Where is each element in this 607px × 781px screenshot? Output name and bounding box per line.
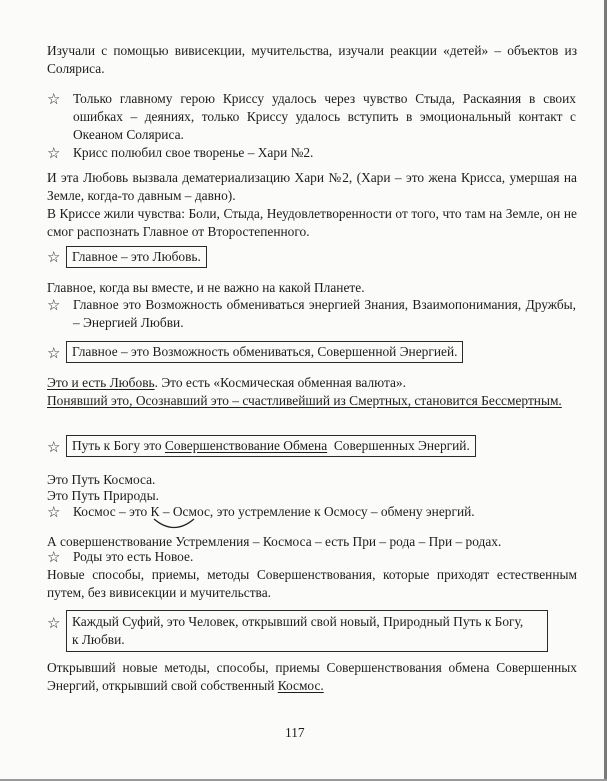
- paragraph-vivisection: Изучали с помощью вивисекции, мучительства, изучали реакции «детей» – объектов из Соляриса.: [47, 43, 577, 76]
- star-bullet-icon: ☆: [47, 616, 61, 632]
- paragraph-path-nature: Это Путь Природы.: [47, 488, 159, 503]
- path-to-god-text: Путь к Богу это: [72, 438, 165, 453]
- page-number: 117: [285, 725, 305, 740]
- star-bullet-icon: ☆: [47, 505, 61, 521]
- sufi-line-1: Каждый Суфий, это Человек, открывший свой новый, Природный Путь к Богу,: [72, 614, 524, 629]
- star-bullet-icon: ☆: [47, 440, 61, 456]
- bullet-kriss-loved: Крисс полюбил свое творенье – Хари №2.: [73, 145, 314, 160]
- cosmic-currency-text: . Это есть «Космическая обменная валюта».: [154, 375, 406, 390]
- boxed-statement-love: Главное – это Любовь.: [66, 246, 207, 268]
- paragraph-new-methods: Новые способы, приемы, методы Совершенствования, которые приходят естественным путем, без вивисекции и мучительства.: [47, 567, 577, 600]
- bullet-cosmos-osmos: Космос – это К – Осмос, это устремление к Осмосу – обмену энергий.: [73, 504, 475, 519]
- boxed-statement-sufi: [66, 610, 548, 652]
- star-bullet-icon: ☆: [47, 550, 61, 566]
- boxed-statement-path-to-god: [66, 435, 476, 457]
- paragraph-own-cosmos: [47, 659, 577, 695]
- paragraph-immortal: Понявший это, Осознавший это – счастливейший из Смертных, становится Бессмертным.: [47, 393, 562, 408]
- paragraph-cosmic-currency: [47, 374, 577, 392]
- paragraph-dematerialization: И эта Любовь вызвала дематериализацию Хари №2, (Хари – это жена Крисса, умершая на Земле, когда-то давным – давно).: [47, 170, 577, 203]
- own-cosmos-text: Открывший новые методы, способы, приемы Совершенствования обмена Совершенных Энергий, открывший свой собственный: [47, 660, 577, 693]
- paragraph-feelings: В Криссе жили чувства: Боли, Стыда, Неудовлетворенности от того, что там на Земле, он не смог распознать Главное от Второстепенного.: [47, 206, 577, 239]
- underlined-love: Это и есть Любовь: [47, 375, 155, 390]
- star-bullet-icon: ☆: [47, 92, 61, 108]
- underlined-cosmos: Космос.: [277, 678, 324, 693]
- sufi-line-2: к Любви.: [72, 632, 125, 647]
- star-bullet-icon: ☆: [47, 346, 61, 362]
- star-bullet-icon: ☆: [47, 146, 61, 162]
- bullet-kriss-shame: Только главному герою Криссу удалось через чувство Стыда, Раскаяния в своих ошибках – деяниях, только Криссу удалось вступить в эмоциональный контакт с Океаном Соляриса.: [73, 91, 576, 142]
- bullet-births-new: Роды это есть Новое.: [73, 549, 194, 564]
- perfect-energies-text: Совершенных Энергий.: [327, 438, 470, 453]
- paragraph-path-cosmos: Это Путь Космоса.: [47, 472, 156, 487]
- paragraph-nature-births: А совершенствование Устремления – Космоса – есть При – рода – При – родах.: [47, 534, 502, 549]
- boxed-statement-exchange: Главное – это Возможность обмениваться, Совершенной Энергией.: [66, 341, 463, 363]
- bullet-exchange-energy: Главное это Возможность обмениваться энергией Знания, Взаимопонимания, Дружбы, – Энергией Любви.: [73, 297, 576, 330]
- star-bullet-icon: ☆: [47, 298, 61, 314]
- paragraph-together: Главное, когда вы вместе, и не важно на какой Планете.: [47, 280, 365, 295]
- underlined-perfecting-exchange: Совершенствование Обмена: [164, 438, 328, 453]
- connector-arc-icon: [151, 516, 197, 534]
- star-bullet-icon: ☆: [47, 250, 61, 266]
